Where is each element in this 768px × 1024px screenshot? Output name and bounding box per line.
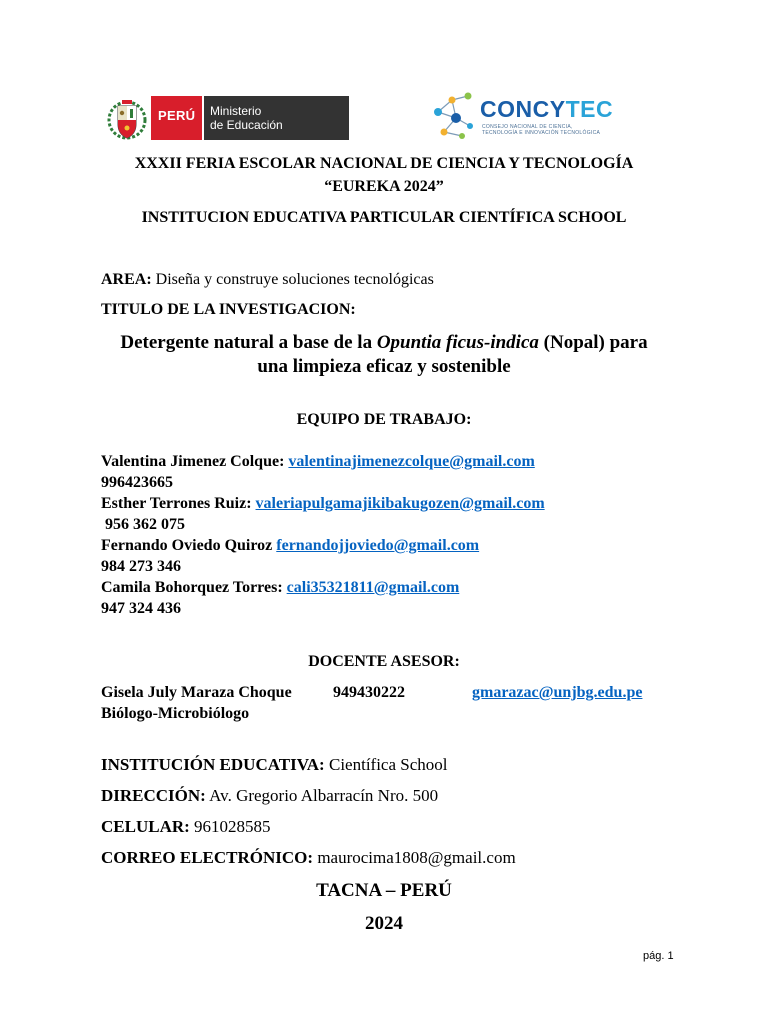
team-member-1 xyxy=(101,452,535,472)
advisor-name: Gisela July Maraza Choque xyxy=(101,684,292,701)
cellphone-label: CELULAR: xyxy=(101,817,190,836)
member-name: Esther Terrones Ruiz: xyxy=(101,495,252,512)
team-heading: EQUIPO DE TRABAJO: xyxy=(296,411,472,428)
address-value: Av. Gregorio Albarracín Nro. 500 xyxy=(209,786,439,805)
team-member-2 xyxy=(101,494,545,514)
member-name: Fernando Oviedo Quiroz xyxy=(101,537,273,554)
research-title-part2: (Nopal) para xyxy=(538,332,648,353)
member-name: Camila Bohorquez Torres: xyxy=(101,579,283,596)
member-email-link[interactable]: valentinajimenezcolque@gmail.com xyxy=(288,453,535,470)
minedu-logo xyxy=(105,94,349,144)
ministry-line1: Ministerio xyxy=(210,104,262,118)
address-line xyxy=(101,786,438,806)
peru-badge xyxy=(151,96,202,140)
school-title: INSTITUCION EDUCATIVA PARTICULAR CIENTÍFICA SCHOOL xyxy=(141,209,627,226)
page-number: pág. 1 xyxy=(643,950,674,962)
member-phone: 956 362 075 xyxy=(105,516,185,533)
year: 2024 xyxy=(365,913,403,934)
member-phone: 996423665 xyxy=(101,474,173,491)
advisor-email-link[interactable]: gmarazac@unjbg.edu.pe xyxy=(472,684,643,701)
email-label: CORREO ELECTRÓNICO: xyxy=(101,848,314,867)
city-country: TACNA – PERÚ xyxy=(316,880,452,901)
member-email-link[interactable]: fernandojjoviedo@gmail.com xyxy=(276,537,480,554)
concytec-logo xyxy=(430,90,614,142)
fair-title-line2: “EUREKA 2024” xyxy=(324,178,444,195)
concytec-subtitle-line2: TECNOLOGÍA E INNOVACIÓN TECNOLÓGICA xyxy=(482,130,601,136)
advisor-phone: 949430222 xyxy=(333,684,405,701)
research-title-species: Opuntia ficus-indica xyxy=(376,332,539,353)
address-label: DIRECCIÓN: xyxy=(101,786,206,805)
team-member-3 xyxy=(101,536,479,556)
team-member-4 xyxy=(101,578,459,598)
network-nodes-icon xyxy=(430,90,478,142)
research-title-label: TITULO DE LA INVESTIGACION: xyxy=(101,301,356,318)
member-email-link[interactable]: valeriapulgamajikibakugozen@gmail.com xyxy=(255,495,545,512)
research-title-line1 xyxy=(0,331,768,355)
research-title-line2: una limpieza eficaz y sostenible xyxy=(257,356,511,377)
member-email-link[interactable]: cali35321811@gmail.com xyxy=(286,579,460,596)
member-phone: 984 273 346 xyxy=(101,558,181,575)
area-label: AREA: xyxy=(101,271,152,288)
email-line xyxy=(101,848,516,868)
member-name: Valentina Jimenez Colque: xyxy=(101,453,285,470)
concytec-wordmark-part2: TEC xyxy=(565,96,614,122)
cellphone-line xyxy=(101,817,271,837)
ministry-badge xyxy=(204,96,349,140)
concytec-wordmark xyxy=(480,96,613,123)
peru-label: PERÚ xyxy=(158,108,196,123)
ministry-line2: de Educación xyxy=(210,118,283,132)
research-title-part1: Detergente natural a base de la xyxy=(120,332,377,353)
concytec-subtitle-line1: CONSEJO NACIONAL DE CIENCIA, xyxy=(482,124,573,130)
member-phone: 947 324 436 xyxy=(101,600,181,617)
cellphone-value: 961028585 xyxy=(194,817,271,836)
area-line xyxy=(101,270,434,290)
institution-label: INSTITUCIÓN EDUCATIVA: xyxy=(101,755,325,774)
institution-line xyxy=(101,755,448,775)
email-value: maurocima1808@gmail.com xyxy=(317,848,516,867)
advisor-role: Biólogo-Microbiólogo xyxy=(101,705,250,722)
area-value: Diseña y construye soluciones tecnológicas xyxy=(155,271,434,288)
fair-title-line1: XXXII FERIA ESCOLAR NACIONAL DE CIENCIA Y TECNOLOGÍA xyxy=(134,155,634,172)
advisor-heading: DOCENTE ASESOR: xyxy=(308,653,460,670)
concytec-wordmark-part1: CONCY xyxy=(480,96,566,122)
institution-value: Científica School xyxy=(328,755,448,774)
peru-coat-of-arms-icon xyxy=(105,94,149,144)
